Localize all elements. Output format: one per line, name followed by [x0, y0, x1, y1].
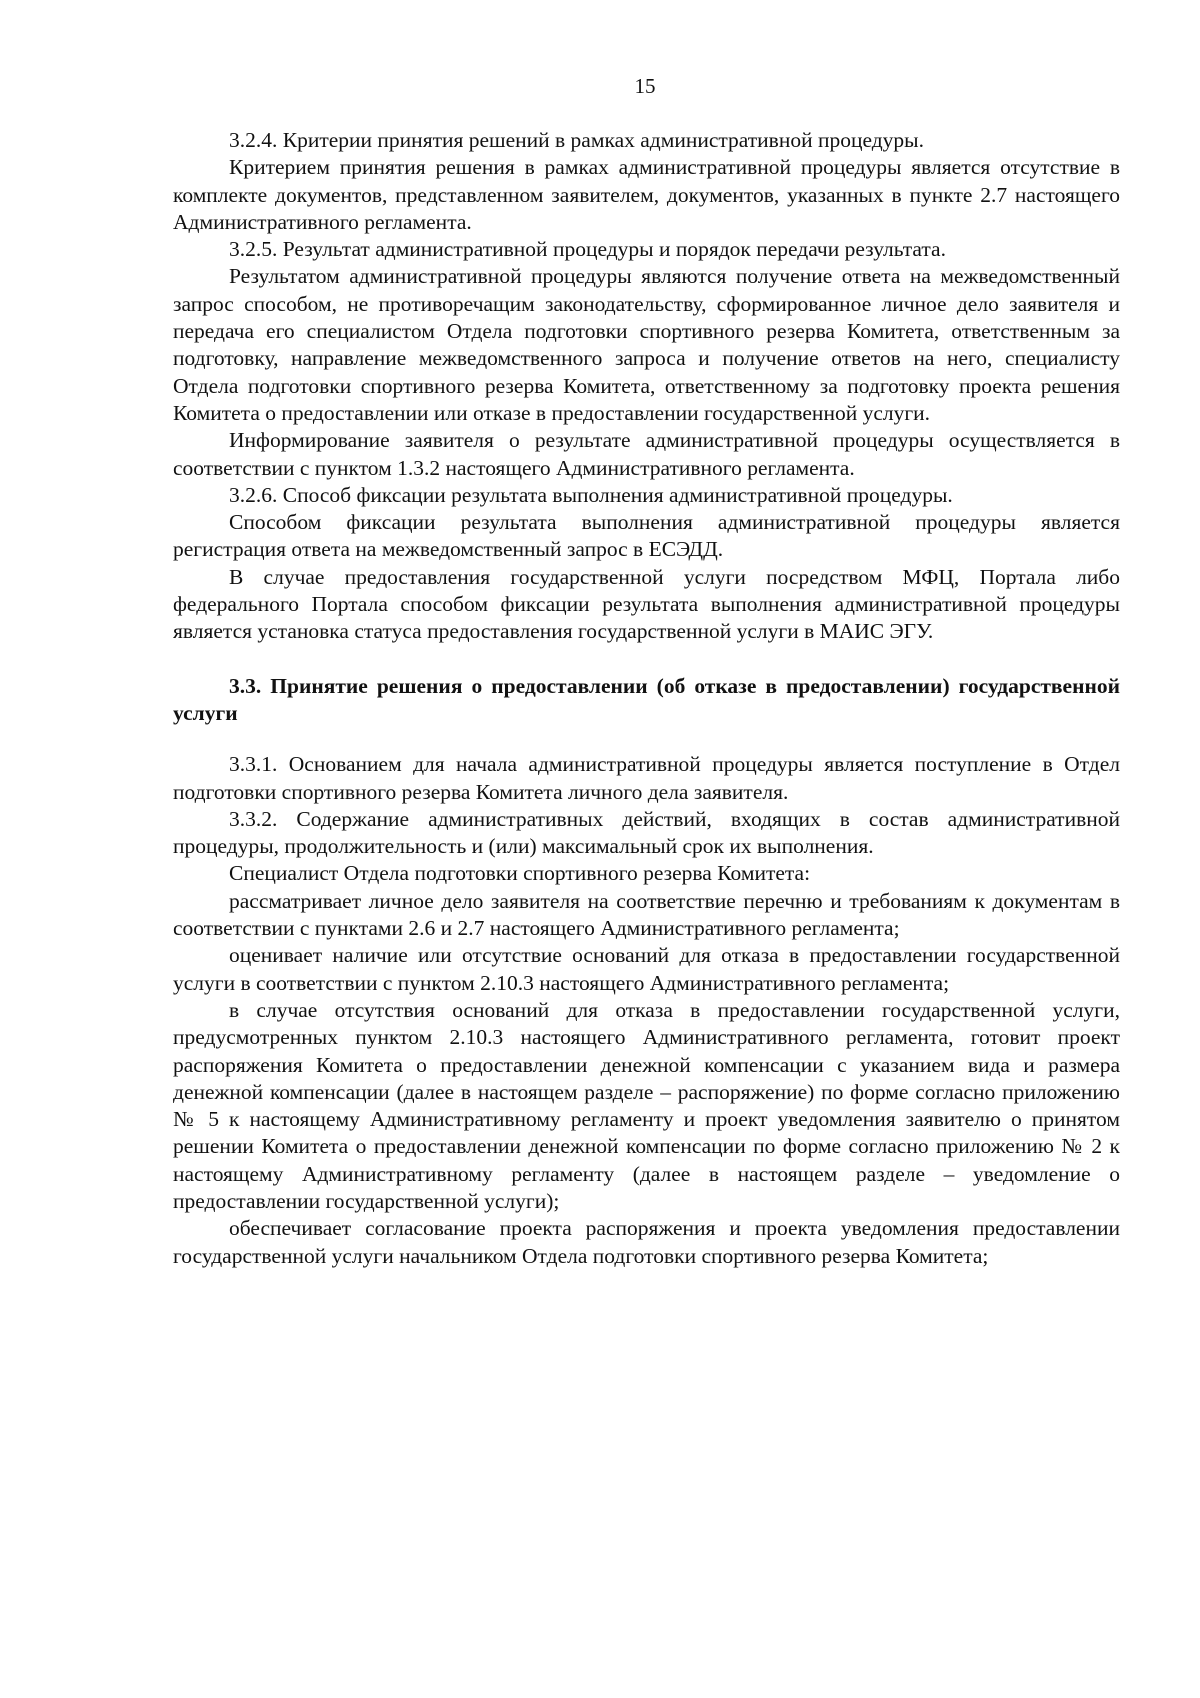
paragraph: Информирование заявителя о результате административной процедуры осуществляется в соответствии с пунктом 1.3.2 настоящего Административного регламента. — [173, 428, 1120, 480]
section-heading: 3.3. Принятие решения о предоставлении (об отказе в предоставлении) государственной услуги — [173, 673, 1120, 725]
spacer — [173, 646, 1120, 673]
paragraph: в случае отсутствия оснований для отказа в предоставлении государственной услуги, предусмотренных пунктом 2.10.3 настоящего Административного регламента, готовит проект распоряжения Комитета о предоставлении денежной компенсации с указанием вида и размера денежной компенсации (далее в настоящем разделе – распоряжение) по форме согласно приложению № 5 к настоящему Административному регламенту и проект уведомления заявителю о принятом решении Комитета о предоставлении денежной компенсации по форме согласно приложению № 2 к настоящему Административному регламенту (далее в настоящем разделе – уведомление о предоставлении государственной услуги); — [173, 997, 1120, 1213]
paragraph: В случае предоставления государственной услуги посредством МФЦ, Портала либо федерального Портала способом фиксации результата выполнения административной процедуры является установка статуса предоставления государственной услуги в МАИС ЭГУ. — [173, 564, 1120, 644]
document-body — [173, 127, 1120, 1270]
paragraph: рассматривает личное дело заявителя на соответствие перечню и требованиям к документам в соответствии с пунктами 2.6 и 2.7 настоящего Административного регламента; — [173, 888, 1120, 941]
paragraph: обеспечивает согласование проекта распоряжения и проекта уведомления предоставлении государственной услуги начальником Отдела подготовки спортивного резерва Комитета; — [173, 1216, 1120, 1268]
paragraph: 3.3.1. Основанием для начала административной процедуры является поступление в Отдел подготовки спортивного резерва Комитета личного дела заявителя. — [173, 752, 1120, 804]
spacer — [173, 727, 1120, 751]
paragraph: Результатом административной процедуры являются получение ответа на межведомственный запрос способом, не противоречащим законодательству, сформированное личное дело заявителя и передача его специалистом Отдела подготовки спортивного резерва Комитета, ответственным за подготовку, направление межведомственного запроса и получение ответов на него, специалисту Отдела подготовки спортивного резерва Комитета, ответственному за подготовку проекта решения Комитета о предоставлении или отказе в предоставлении государственной услуги. — [173, 264, 1120, 425]
paragraph: 3.2.4. Критерии принятия решений в рамках административной процедуры. — [229, 128, 925, 152]
paragraph: оценивает наличие или отсутствие оснований для отказа в предоставлении государственной услуги в соответствии с пунктом 2.10.3 настоящего Административного регламента; — [173, 943, 1120, 995]
paragraph: 3.2.6. Способ фиксации результата выполнения административной процедуры. — [229, 482, 953, 507]
paragraph: Критерием принятия решения в рамках административной процедуры является отсутствие в комплекте документов, представленном заявителем, документов, указанных в пункте 2.7 настоящего Административного регламента. — [173, 155, 1120, 234]
paragraph: Специалист Отдела подготовки спортивного резерва Комитета: — [229, 861, 811, 886]
page-number: 15 — [634, 74, 656, 98]
paragraph: Способом фиксации результата выполнения административной процедуры является регистрация ответа на межведомственный запрос в ЕСЭДД. — [173, 510, 1120, 562]
paragraph: 3.3.2. Содержание административных действий, входящих в состав административной процедуры, продолжительность и (или) максимальный срок их выполнения. — [173, 806, 1120, 859]
paragraph: 3.2.5. Результат административной процедуры и порядок передачи результата. — [229, 237, 946, 262]
